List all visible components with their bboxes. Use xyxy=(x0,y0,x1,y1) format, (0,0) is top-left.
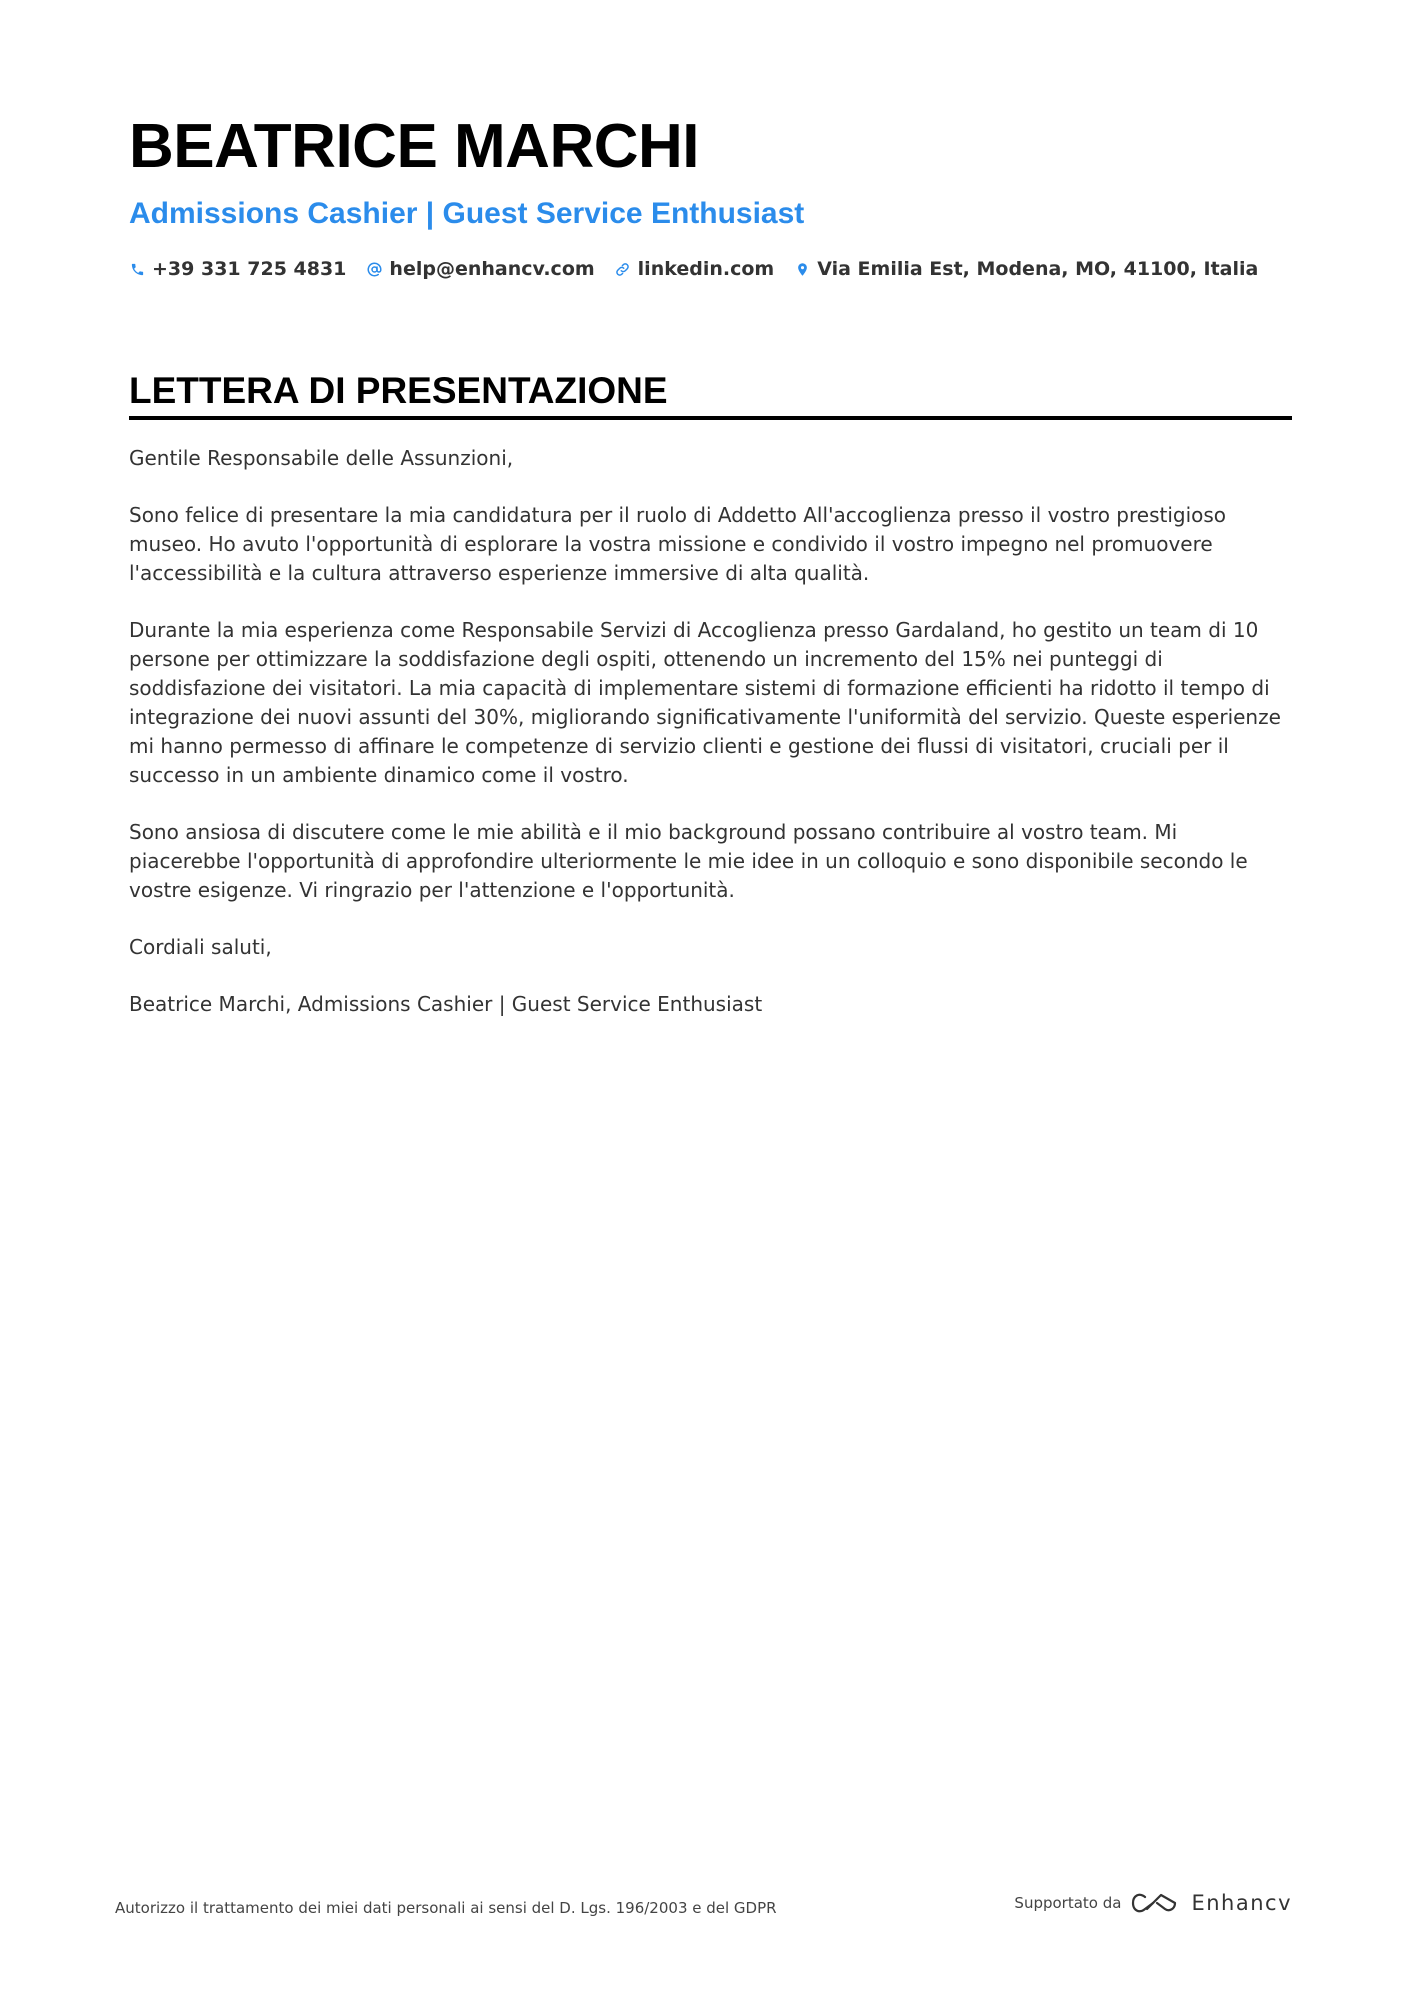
letter-body xyxy=(129,444,1292,1019)
contact-bar xyxy=(129,258,1292,280)
letter-paragraph: Durante la mia esperienza come Responsabile Servizi di Accoglienza presso Gardaland, ho gestito un team di 10 persone per ottimizzare la soddisfazione degli ospiti, ottenendo un incremento del 15% nei punteggi di soddisfazione dei visitatori. La mia capacità di implementare sistemi di formazione efficienti ha ridotto il tempo di integrazione dei nuovi assunti del 30%, migliorando significativamente l'uniformità del servizio. Queste esperienze mi hanno permesso di affinare le competenze di servizio clienti e gestione dei flussi di visitatori, cruciali per il successo in un ambiente dinamico come il vostro. xyxy=(129,618,1281,787)
powered-by-label: Supportato da xyxy=(1014,1894,1122,1912)
contact-email-value: help@enhancv.com xyxy=(389,258,595,280)
letter-signature: Beatrice Marchi, Admissions Cashier | Guest Service Enthusiast xyxy=(129,992,763,1016)
contact-phone[interactable] xyxy=(129,258,346,280)
letter-closing: Cordiali saluti, xyxy=(129,935,272,959)
cover-letter-section xyxy=(129,368,1292,1047)
candidate-name: BEATRICE MARCHI xyxy=(129,112,699,181)
powered-by[interactable] xyxy=(1014,1890,1292,1916)
phone-icon xyxy=(129,260,145,278)
enhancv-logo-icon xyxy=(1131,1890,1177,1916)
contact-location xyxy=(794,258,1258,280)
privacy-consent: Autorizzo il trattamento dei miei dati personali ai sensi del D. Lgs. 196/2003 e del GDPR xyxy=(115,1899,777,1917)
letter-paragraph: Sono felice di presentare la mia candidatura per il ruolo di Addetto All'accoglienza presso il vostro prestigioso museo. Ho avuto l'opportunità di esplorare la vostra missione e condivido il vostro impegno nel promuovere l'accessibilità e la cultura attraverso esperienze immersive di alta qualità. xyxy=(129,503,1227,585)
section-divider xyxy=(129,416,1292,420)
contact-phone-value: +39 331 725 4831 xyxy=(152,258,347,280)
link-icon xyxy=(615,260,631,278)
contact-linkedin-value: linkedin.com xyxy=(637,258,775,280)
contact-linkedin[interactable] xyxy=(615,258,775,280)
contact-location-value: Via Emilia Est, Modena, MO, 41100, Italia xyxy=(817,258,1259,280)
letter-paragraph: Sono ansiosa di discutere come le mie abilità e il mio background possano contribuire al vostro team. Mi piacerebbe l'opportunità di approfondire ulteriormente le mie idee in un colloquio e sono disponibile secondo le vostre esigenze. Vi ringrazio per l'attenzione e l'opportunità. xyxy=(129,820,1248,902)
contact-email[interactable] xyxy=(366,258,594,280)
section-title: LETTERA DI PRESENTAZIONE xyxy=(129,370,668,411)
at-sign-icon xyxy=(366,260,382,278)
candidate-headline: Admissions Cashier | Guest Service Enthusiast xyxy=(129,197,805,230)
enhancv-brand-name: Enhancv xyxy=(1191,1891,1292,1915)
resume-header xyxy=(129,108,1292,280)
map-pin-icon xyxy=(794,260,810,278)
letter-salutation: Gentile Responsabile delle Assunzioni, xyxy=(129,446,514,470)
